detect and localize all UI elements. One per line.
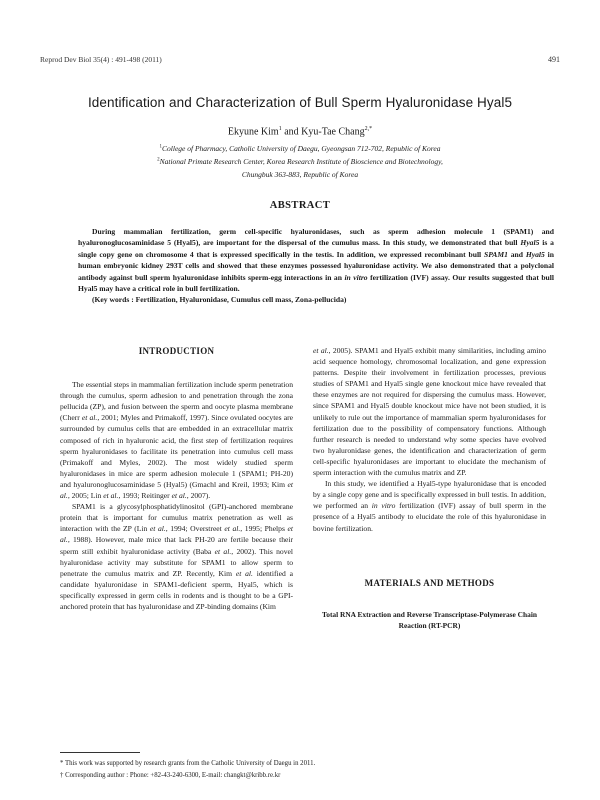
body-text: , 1993; Reitinger: [118, 491, 172, 501]
affiliation-2: [40, 157, 560, 166]
abstract-text: is a single copy gene on chromosome 4 that is expressed specifically in the testis. In addition, we expressed recombinant bull: [78, 238, 554, 259]
body-text: fertilization (IVF) assay of bull sperm in the presence of a Hyal5 antibody to elucidate the role of this hyaluronidase in bovine fertilization.: [313, 501, 547, 533]
author-name: Ekyune Kim: [227, 126, 279, 138]
author-superscript: 2,*: [364, 126, 373, 132]
right-column: [313, 345, 546, 631]
body-text: , 1988). However, male mice that lack PH-20 are fertile because their sperm still exhibit hyaluronidase activity (Baba: [60, 535, 293, 556]
gene-name: Hyal5: [520, 238, 540, 248]
abstract-paragraph: [78, 226, 554, 294]
footnote-corresponding: [60, 770, 560, 782]
abstract-body: [78, 226, 554, 306]
author-superscript: 1: [278, 126, 282, 132]
italic-term: et al.: [103, 491, 119, 501]
body-text: , 2005). SPAM1 and Hyal5 exhibit many similarities, including amino acid sequence homology, chromosomal localization, and gene expression patterns. Despite their involvement in fertilization processes, previous studies of SPAM1 and Hyal5 single gene knockout mice have revealed that these enzymes are not required for dispersing the cumulus mass. However, since SPAM1 and Hyal5 double knockout mice have not been studied, it is unlikely to rule out the importance of mammalian sperm hyaluronidases for fertilization due to the possibility of compensatory functions. Although further research is needed to understand why some species have evolved two hyaluronidase genes, the identification and characterization of germ cell-specific hyaluronidases are important to elucidate the mechanism of sperm interaction with the cumulus matrix and ZP.: [313, 346, 546, 478]
italic-term: et al.: [149, 524, 166, 534]
italic-term: et al.: [214, 546, 232, 556]
paper-title: Identification and Characterization of Bull Sperm Hyaluronidase Hyal5: [87, 95, 513, 110]
abstract-text: During mammalian fertilization, germ cell-specific hyaluronidases, such as sperm adhesion molecule 1 (SPAM1) and hyaluronoglucosaminidase 5 (Hyal5), are important for the dispersal of the cumulus mass. In this study, we demonstrated that bull: [78, 227, 554, 248]
footnote-marker: †: [60, 772, 64, 779]
body-text: , 2005; Lin: [67, 491, 104, 501]
affiliation-marker: 1: [159, 144, 163, 150]
body-text: The essential steps in mammalian fertilization include sperm penetration through the cumulus, sperm adhesion to and penetration through the zona pellucida (ZP), and fusion between the sperm and oocyte plasma membrane (Cherr: [60, 380, 293, 423]
intro-paragraph-2: [60, 501, 293, 612]
introduction-heading: INTRODUCTION: [138, 346, 215, 356]
intro-paragraph-1: [60, 379, 293, 501]
italic-term: et al.: [171, 491, 187, 501]
italic-term: in vitro: [371, 501, 396, 511]
body-text: , 2007).: [186, 491, 211, 501]
body-text: , 1994; Overstreet: [165, 524, 225, 534]
affiliation-2-cont: Chungbuk 363-883, Republic of Korea: [241, 170, 359, 179]
abstract-text: in human embryonic kidney 293T cells and showed that these enzymes possessed hyaluronidase activity. We also demonstrated that a polyclonal antibody against bull sperm hyaluronidase inhibits sperm-egg interactions in an: [78, 249, 554, 282]
keywords: (Key words : Fertilization, Hyaluronidase, Cumulus cell mass, Zona-pellucida): [92, 295, 347, 305]
italic-term: et al.: [60, 479, 293, 501]
intro-paragraph-2-cont: [313, 345, 546, 478]
footnotes: [60, 752, 560, 782]
footnote-funding: * This work was supported by research grants from the Catholic University of Daegu in 2011.: [60, 760, 316, 767]
gene-name: Hyal5: [525, 249, 545, 259]
body-text: SPAM1 is a glycosylphosphatidylinositol (GPI)-anchored membrane protein that is important for cumulus matrix penetration as well as interaction with the ZP (Lin: [60, 502, 293, 534]
italic-term: et al.: [81, 413, 98, 423]
italic-term: in vitro: [344, 272, 368, 282]
affiliation-marker: 2: [157, 157, 160, 163]
methods-heading: MATERIALS AND METHODS: [364, 577, 495, 588]
abstract-text: fertilization (IVF) assay. Our results suggested that bull Hyal5 may have a critical role in bull fertilization.: [78, 272, 554, 294]
body-text: identified a candidate hyaluronidase in SPAM1-deficient sperm, Hyal5, which is specifically expressed in germ cells in rodents and is thought to be a GPI-anchored protein that has hyaluronidase and ZP-binding domains (Kim: [60, 568, 293, 611]
footnote-text: Corresponding author : Phone: +82-43-240-6300, E-mail: changkt@kribb.re.kr: [63, 772, 281, 779]
gene-name: SPAM1: [484, 249, 508, 259]
italic-term: et al.: [224, 524, 241, 534]
body-text: , 2001; Myles and Primakoff, 1997). Since ovulated oocytes are surrounded by cumulus cells that are embedded in an extracellular matrix composed of rich in hyaluronic acid, the first step of fertilization requires sperm hyaluronidases to facilitate its penetration into cumulus cell mass (Primakoff and Myles, 2002). The most widely studied sperm hyaluronidases in mice are sperm adhesion molecule 1 (SPAM1; PH-20) and hyaluronoglucosaminidase 5 (Hyal5) (Gmachl and Kreil, 1993; Kim: [60, 413, 293, 489]
abstract-text: and: [507, 249, 526, 259]
author-line: [40, 126, 560, 137]
italic-term: et al.: [60, 524, 294, 545]
affiliation-1: [40, 144, 560, 153]
italic-term: et al.: [313, 346, 329, 355]
page-number: 491: [548, 55, 560, 64]
body-text: In this study, we identified a Hyal5-type hyaluronidase that is encoded by a single copy gene and is specifically expressed in bull testis. In addition, we performed an: [313, 479, 546, 511]
body-text: , 1995; Phelps: [240, 524, 288, 534]
body-text: , 2002). This novel hyaluronidase activity may substitute for SPAM1 to allow sperm to penetrate the cumulus matrix and ZP. Recently, Kim: [60, 546, 294, 578]
author-conjunction: and: [284, 126, 299, 138]
affiliation-text: National Primate Research Center, Korea Research Institute of Bioscience and Biotechnology,: [159, 157, 443, 166]
author-name: Kyu-Tae Chang: [301, 126, 365, 138]
running-head: Reprod Dev Biol 35(4) : 491-498 (2011): [40, 55, 162, 64]
methods-subheading: Total RNA Extraction and Reverse Transcriptase-Polymerase Chain Reaction (RT-PCR): [322, 609, 537, 630]
italic-term: et al.: [235, 568, 253, 578]
left-column: [60, 345, 293, 612]
footnote-rule: [60, 752, 140, 753]
affiliation-text: College of Pharmacy, Catholic University of Daegu, Gyeongsan 712-702, Republic of Korea: [162, 144, 441, 153]
abstract-heading: ABSTRACT: [269, 200, 331, 211]
intro-paragraph-3: [313, 478, 546, 533]
